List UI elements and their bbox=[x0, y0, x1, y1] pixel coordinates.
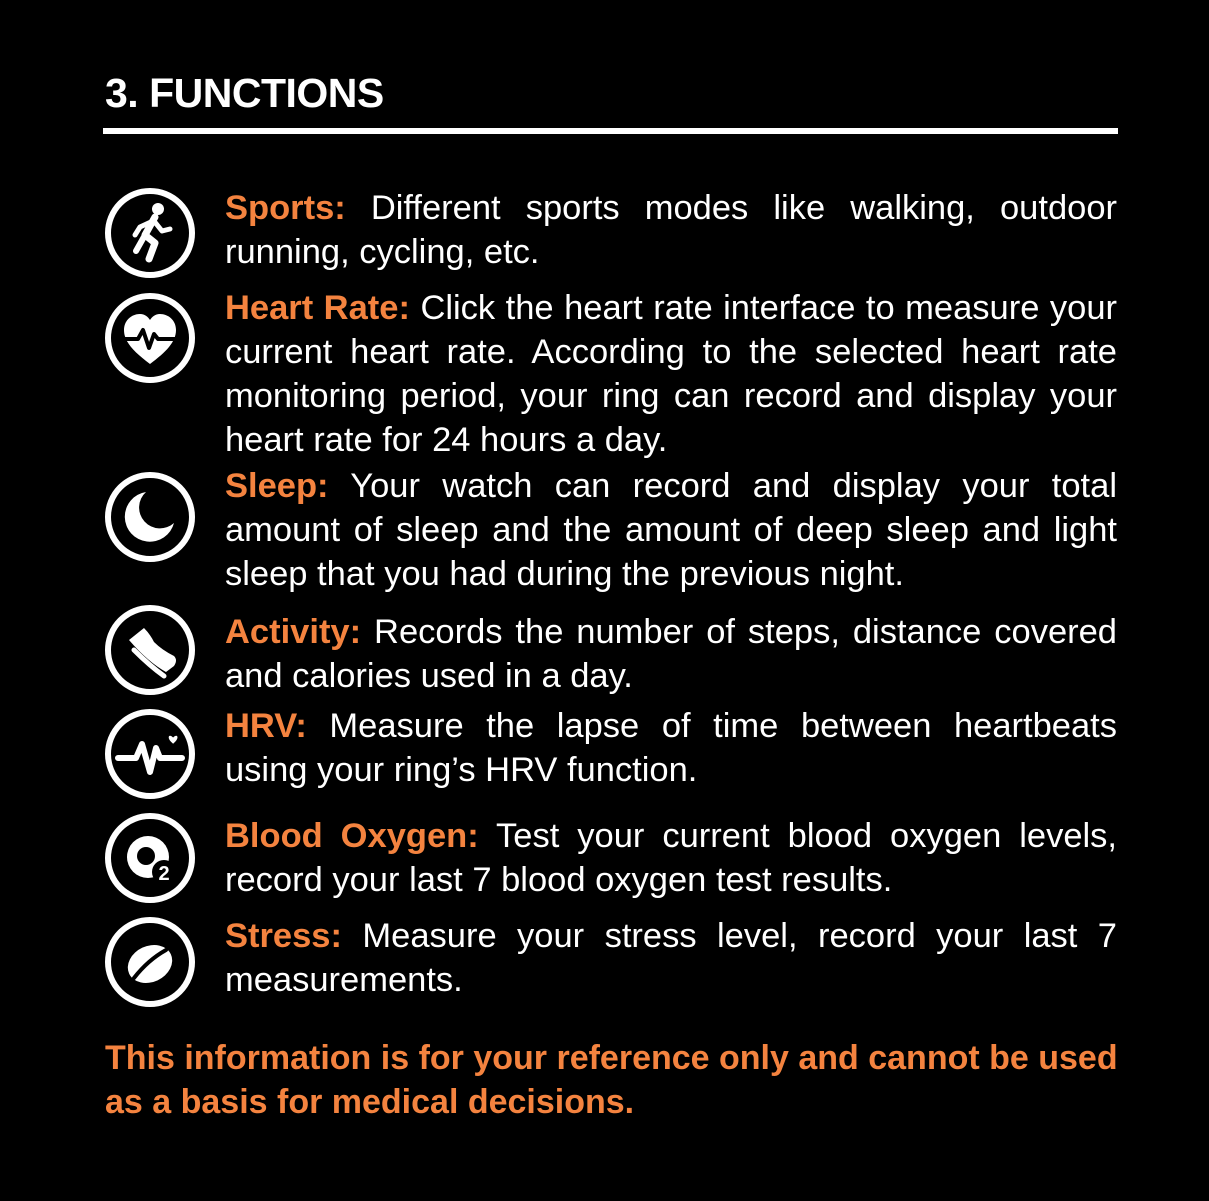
list-item-blood-oxygen bbox=[225, 814, 1117, 902]
page-title: 3. FUNCTIONS bbox=[105, 70, 384, 116]
running-person-icon bbox=[104, 187, 196, 279]
item-label: Stress: bbox=[225, 917, 342, 955]
shoe-icon bbox=[104, 604, 196, 696]
blood-oxygen-icon bbox=[104, 812, 196, 904]
item-description: Test your current blood oxygen levels, record your last 7 blood oxygen test results. bbox=[225, 817, 1118, 899]
item-label: Sleep: bbox=[225, 467, 329, 505]
hrv-pulse-icon bbox=[104, 708, 196, 800]
item-description: Measure the lapse of time between heartbeats using your ring’s HRV function. bbox=[225, 707, 1117, 789]
list-item-heart-rate bbox=[225, 286, 1117, 462]
medical-disclaimer: This information is for your reference only and cannot be used as a basis for medical decisions. bbox=[105, 1039, 1118, 1121]
item-description: Click the heart rate interface to measure your current heart rate. According to the selected heart rate monitoring period, your ring can record and display your heart rate for 24 hours a day. bbox=[225, 289, 1117, 459]
heart-rate-icon bbox=[104, 292, 196, 384]
item-label: Blood Oxygen: bbox=[225, 817, 479, 855]
list-item-stress bbox=[225, 914, 1117, 1002]
item-label: Activity: bbox=[225, 613, 362, 651]
item-description: Your watch can record and display your total amount of sleep and the amount of deep sleep and light sleep that you had during the previous night. bbox=[225, 467, 1117, 593]
moon-icon bbox=[104, 471, 196, 563]
list-item-sleep bbox=[225, 464, 1117, 596]
item-description: Measure your stress level, record your last 7 measurements. bbox=[225, 917, 1117, 999]
list-item-hrv bbox=[225, 704, 1117, 792]
item-label: Sports: bbox=[225, 189, 346, 227]
list-item-activity bbox=[225, 610, 1117, 698]
item-description: Different sports modes like walking, outdoor running, cycling, etc. bbox=[225, 189, 1117, 271]
title-divider bbox=[103, 128, 1118, 134]
item-description: Records the number of steps, distance covered and calories used in a day. bbox=[225, 613, 1117, 695]
svg-text:2: 2 bbox=[158, 863, 170, 885]
stress-icon bbox=[104, 916, 196, 1008]
item-label: HRV: bbox=[225, 707, 307, 745]
item-label: Heart Rate: bbox=[225, 289, 410, 327]
list-item-sports bbox=[225, 186, 1117, 274]
